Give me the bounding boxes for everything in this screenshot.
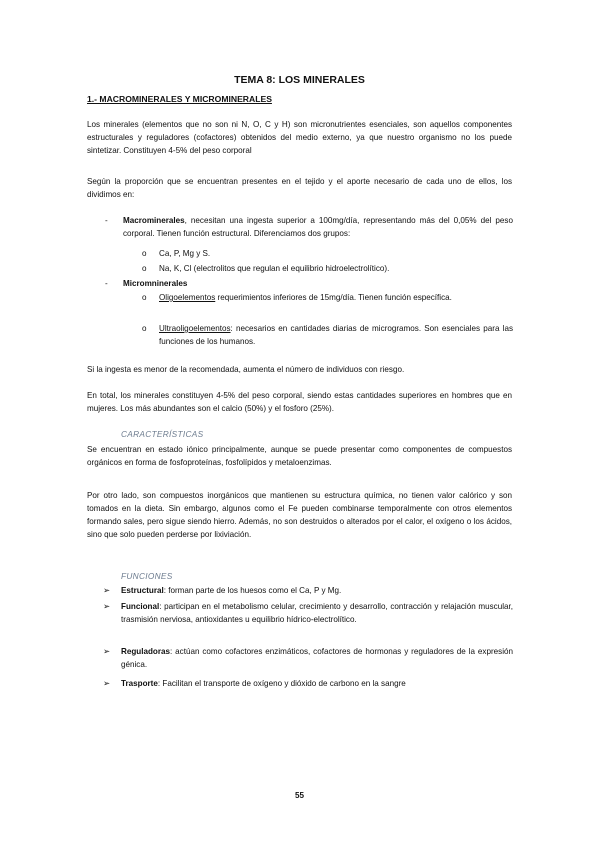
- characteristics-heading: CARACTERÍSTICAS: [121, 429, 204, 439]
- term-oligoelementos: Oligoelementos: [159, 293, 216, 302]
- page-number: 55: [294, 791, 304, 800]
- function-item-trasporte: [121, 677, 513, 690]
- page-title: TEMA 8: LOS MINERALES: [234, 74, 365, 86]
- arrow-bullet: ➢: [103, 601, 111, 611]
- list-item-micromninerales: [123, 277, 513, 290]
- arrow-bullet: ➢: [103, 678, 111, 688]
- sub-marker: o: [142, 249, 147, 258]
- functions-heading: FUNCIONES: [121, 571, 173, 581]
- term-micromninerales: Micromninerales: [123, 279, 188, 288]
- micro-group-1: [159, 291, 513, 304]
- risk-paragraph: Si la ingesta es menor de la recomendada, aumenta el número de individuos con riesgo.: [87, 365, 405, 374]
- sub-marker: o: [142, 324, 147, 333]
- term-funcional: Funcional: [121, 602, 160, 611]
- oligoelementos-text: requerimientos inferiores de 15mg/día. Tienen función específica.: [215, 293, 452, 302]
- arrow-bullet: ➢: [103, 585, 111, 595]
- ultraoligoelementos-text: : necesarios en cantidades diarias de microgramos. Son esenciales para las funciones de los humanos.: [159, 324, 513, 346]
- macro-group-2: Na, K, Cl (electrolitos que regulan el equilibrio hidroelectrolítico).: [159, 264, 390, 273]
- sub-marker: o: [142, 293, 147, 302]
- macrominerales-text: , necesitan una ingesta superior a 100mg/día, representando más del 0,05% del peso corporal. Tienen función estructural. Diferenciamos dos grupos:: [123, 216, 513, 238]
- term-trasporte: Trasporte: [121, 679, 158, 688]
- section-heading: 1.- MACROMINERALES Y MICROMINERALES: [87, 94, 272, 104]
- sub-marker: o: [142, 264, 147, 273]
- macro-group-1: Ca, P, Mg y S.: [159, 249, 211, 258]
- function-item-reguladoras: [121, 645, 513, 671]
- intro-paragraph: Los minerales (elementos que no son ni N, O, C y H) son micronutrientes esenciales, son aquellos componentes estructurales y reguladores (cofactores) obtenidos del medio externo, ya que nuestro organismo no los puede sintetizar. Constituyen 4-5% del peso corporal: [87, 120, 512, 155]
- division-paragraph: Según la proporción que se encuentran presentes en el tejido y el aporte necesario de cada uno de ellos, los dividimos en:: [87, 177, 512, 199]
- arrow-bullet: ➢: [103, 646, 111, 656]
- function-item-estructural: [121, 584, 513, 597]
- list-item-macrominerales: [123, 214, 513, 240]
- characteristics-paragraph-1: Se encuentran en estado iónico principalmente, aunque se puede presentar como componentes de compuestos orgánicos en forma de fosfoproteínas, fosfolípidos y metaloenzimas.: [87, 445, 512, 467]
- micro-group-2: [159, 322, 513, 348]
- term-reguladoras: Reguladoras: [121, 647, 171, 656]
- trasporte-text: : Facilitan el transporte de oxígeno y dióxido de carbono en la sangre: [157, 679, 406, 688]
- reguladoras-text: : actúan como cofactores enzimáticos, cofactores de hormonas y reguladores de la expresión génica.: [121, 647, 513, 669]
- estructural-text: : forman parte de los huesos como el Ca, P y Mg.: [163, 586, 342, 595]
- term-ultraoligoelementos: Ultraoligoelementos: [159, 324, 231, 333]
- total-paragraph: En total, los minerales constituyen 4-5% del peso corporal, siendo estas cantidades superiores en hombres que en mujeres. Los más abundantes son el calcio (50%) y el fosforo (25%).: [87, 391, 512, 413]
- characteristics-paragraph-2: Por otro lado, son compuestos inorgánicos que mantienen su estructura química, no tienen valor calórico y son tomados en la dieta. Sin embargo, algunos como el Fe pueden combinarse temporalmente con otros elementos formando sales, pero sigue siendo hierro. Además, no son destruidos o alterados por el calor, el oxígeno o los ácidos, sino que solo pueden perderse por lixiviación.: [87, 491, 512, 539]
- term-macrominerales: Macrominerales: [123, 216, 185, 225]
- list-marker: -: [105, 216, 108, 225]
- term-estructural: Estructural: [121, 586, 164, 595]
- list-marker: -: [105, 279, 108, 288]
- funcional-text: : participan en el metabolismo celular, crecimiento y desarrollo, contracción y relajación muscular, trasmisión nerviosa, antioxidantes u equilibrio hídrico-electrolítico.: [121, 602, 513, 624]
- function-item-funcional: [121, 600, 513, 626]
